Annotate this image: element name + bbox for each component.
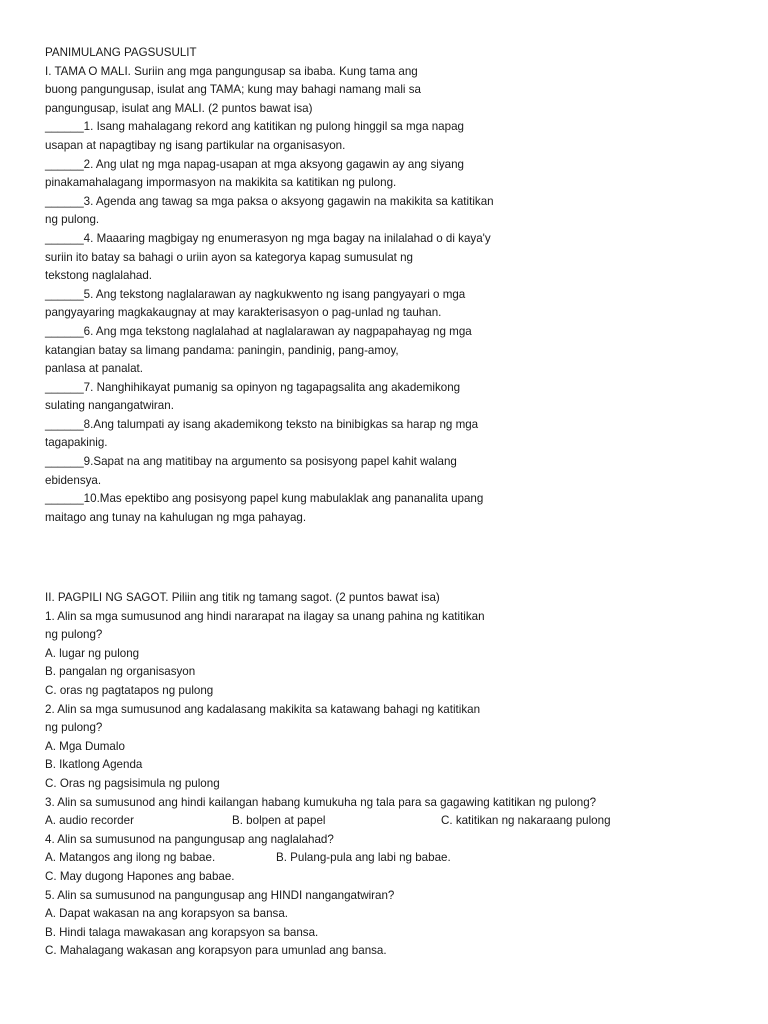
question-3-option-a: A. audio recorder [45,814,134,828]
part1-item-8-line: ______8.Ang talumpati ay isang akademikong teksto na binibigkas sa harap ng mga [45,417,479,431]
question-1-line: ng pulong? [45,628,103,642]
part1-item-6-line: katangian batay sa limang pandama: paningin, pandinig, pang-amoy, [45,343,399,357]
question-1-line: 1. Alin sa mga sumusunod ang hindi nararapat na ilagay sa unang pahina ng katitikan [45,609,485,623]
part1-heading-line: buong pangungusap, isulat ang TAMA; kung may bahagi namang mali sa [45,83,421,97]
part1-item-4-line: tekstong naglalahad. [45,269,153,283]
question-3-option-b: B. bolpen at papel [232,814,326,828]
question-4-options [45,849,745,868]
part2-section [45,589,745,961]
document-title: PANIMULANG PAGSUSULIT [45,46,197,59]
part1-item-1-line: usapan at napagtibay ng isang partikular na organisasyon. [45,138,346,152]
question-2-option: C. Oras ng pagsisimula ng pulong [45,776,220,790]
question-1-option: A. lugar ng pulong [45,646,140,660]
part1-item-1-line: ______1. Isang mahalagang rekord ang katitikan ng pulong hinggil sa mga napag [45,120,464,134]
question-3-option-c: C. katitikan ng nakaraang pulong [441,814,611,828]
question-2-option: B. Ikatlong Agenda [45,758,143,772]
question-4-option-b: B. Pulang-pula ang labi ng babae. [276,851,451,865]
part1-item-4-line: suriin ito batay sa bahagi o uriin ayon sa kategorya kapag sumusulat ng [45,250,414,264]
part1-item-6-line: panlasa at panalat. [45,362,143,376]
part1-section [45,44,745,527]
part2-heading: II. PAGPILI NG SAGOT. Piliin ang titik ng tamang sagot. (2 puntos bawat isa) [45,591,440,604]
part1-item-5-line: ______5. Ang tekstong naglalarawan ay nagkukwento ng isang pangyayari o mga [45,287,466,301]
part1-item-9-line: ebidensya. [45,473,102,487]
question-4-option-a: A. Matangos ang ilong ng babae. [45,851,216,865]
part1-item-3-line: ______3. Agenda ang tawag sa mga paksa o aksyong gagawin na makikita sa katitikan [45,194,494,208]
question-5-option: A. Dapat wakasan na ang korapsyon sa bansa. [45,907,288,921]
part1-heading-line: pangungusap, isulat ang MALI. (2 puntos bawat isa) [45,101,313,115]
question-1-option: B. pangalan ng organisasyon [45,665,196,679]
question-5-option: B. Hindi talaga mawakasan ang korapsyon sa bansa. [45,925,319,939]
part1-heading-line: I. TAMA O MALI. Suriin ang mga pangungusap sa ibaba. Kung tama ang [45,64,418,78]
part1-item-2-line: ______2. Ang ulat ng mga napag-usapan at mga aksyong gagawin ay ang siyang [45,157,464,171]
part1-item-10-line: ______10.Mas epektibo ang posisyong papel kung mabulaklak ang pananalita upang [45,492,484,506]
question-2-option: A. Mga Dumalo [45,739,125,753]
part1-item-8-line: tagapakinig. [45,436,108,450]
part1-item-9-line: ______9.Sapat na ang matitibay na argumento sa posisyong papel kahit walang [45,455,457,469]
part1-item-7-line: sulating nangangatwiran. [45,399,174,413]
question-4-option-c: C. May dugong Hapones ang babae. [45,869,235,883]
question-5-line: 5. Alin sa sumusunod na pangungusap ang HINDI nangangatwiran? [45,888,395,902]
question-2-line: 2. Alin sa mga sumusunod ang kadalasang makikita sa katawang bahagi ng katitikan [45,702,481,716]
question-4-line: 4. Alin sa sumusunod na pangungusap ang naglalahad? [45,832,334,846]
question-1-option: C. oras ng pagtatapos ng pulong [45,683,214,697]
part1-item-5-line: pangyayaring magkakaugnay at may karakterisasyon o pag-unlad ng tauhan. [45,306,442,320]
part1-item-7-line: ______7. Nanghihikayat pumanig sa opinyon ng tagapagsalita ang akademikong [45,380,461,394]
question-2-line: ng pulong? [45,721,103,735]
question-5-option: C. Mahalagang wakasan ang korapsyon para umunlad ang bansa. [45,944,387,958]
question-3-options [45,812,745,831]
part1-item-4-line: ______4. Maaaring magbigay ng enumerasyon ng mga bagay na inilalahad o di kaya'y [45,231,491,245]
part1-item-2-line: pinakamahalagang impormasyon na makikita sa katitikan ng pulong. [45,176,397,190]
question-3-line: 3. Alin sa sumusunod ang hindi kailangan habang kumukuha ng tala para sa gagawing katitikan ng pulong? [45,795,597,809]
part1-item-6-line: ______6. Ang mga tekstong naglalahad at naglalarawan ay nagpapahayag ng mga [45,324,472,338]
part1-item-3-line: ng pulong. [45,213,100,227]
part1-item-10-line: maitago ang tunay na kahulugan ng mga pahayag. [45,510,307,524]
